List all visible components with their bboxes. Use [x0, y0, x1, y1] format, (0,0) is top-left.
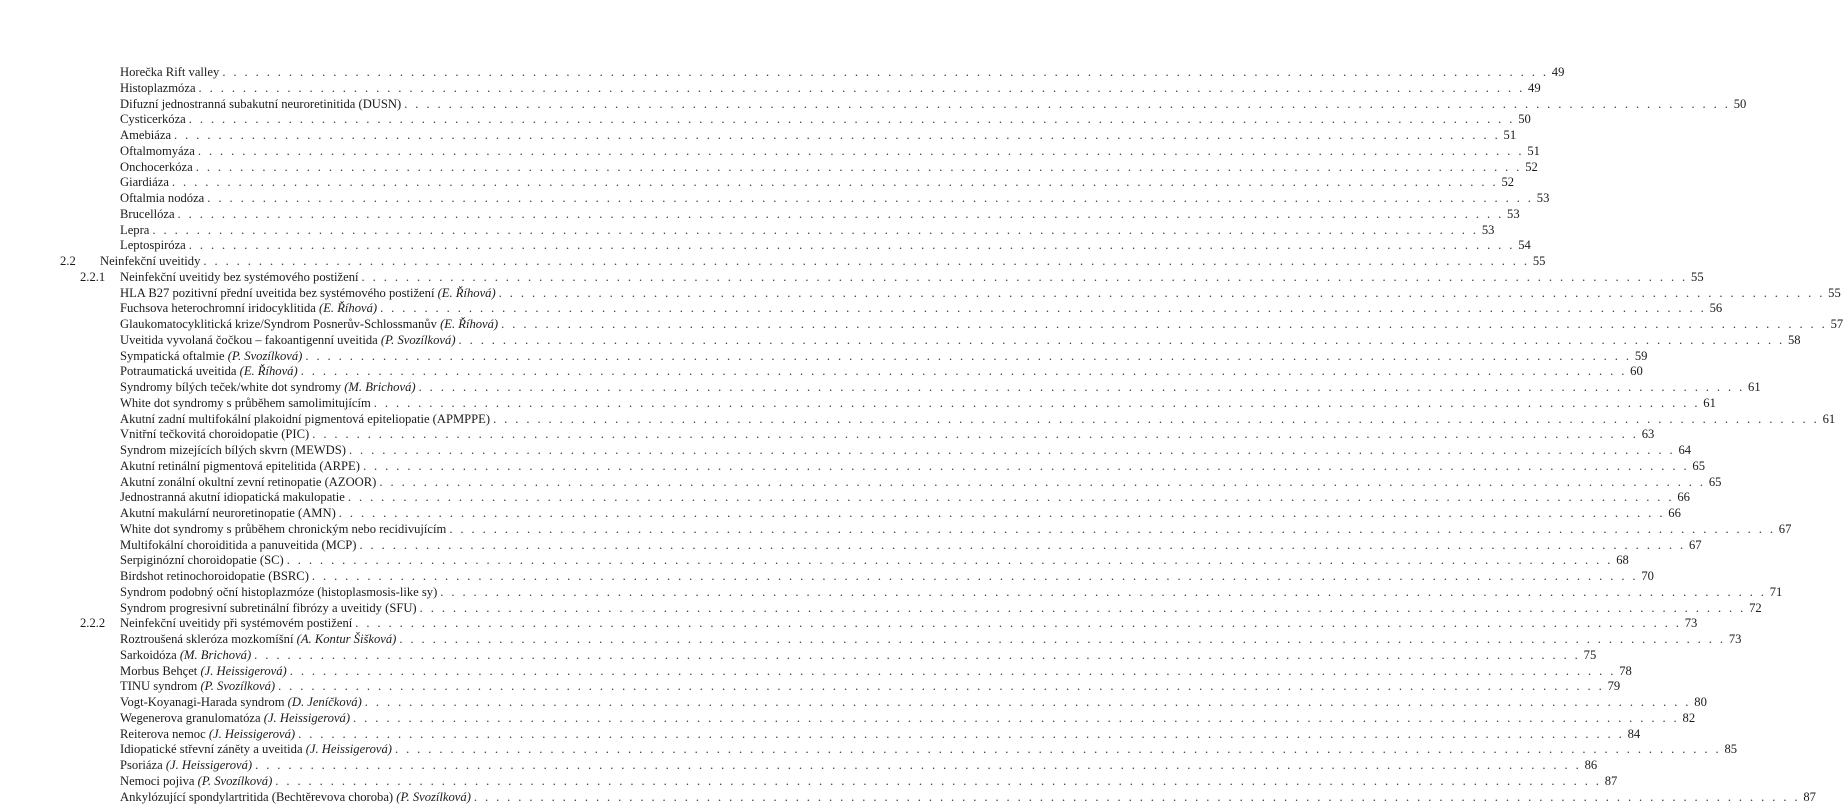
dot-leader: . . . . . . . . . . . . . . . . . . . . . . . . . . . . . . . . . . . . . . . . . . . . . . . . . . . . . . . . . . . . . . . . . . . . . . . . . . . . . . . . . . . . . . . . . . . . . . . . . . . . . . . . . . . . . . . . . . . . . . . . — [311, 569, 1638, 583]
toc-entry — [120, 647, 1597, 663]
toc-entry-page-number: 84 — [1627, 726, 1641, 741]
toc-entry-page-number: 55 — [1532, 254, 1546, 268]
toc-entry-title: Potraumatická uveitida — [120, 364, 237, 379]
dot-leader: . . . . . . . . . . . . . . . . . . . . . . . . . . . . . . . . . . . . . . . . . . . . . . . . . . . . . . . . . . . . . . . . . . . . . . . . . . . . . . . . . . . . . . . . . . . . . . . . . . . . . . . . . . . . . . . . . . . . . . . . — [305, 348, 1632, 363]
toc-entry — [120, 80, 1541, 96]
toc-entry — [60, 253, 1546, 269]
toc-entry-title-wrap — [120, 379, 416, 395]
toc-entry — [120, 316, 1843, 332]
toc-entry-title: Akutní makulární neuroretinopatie (AMN) — [120, 506, 336, 520]
toc-entry-page-number: 87 — [1803, 789, 1816, 804]
toc-entry-title-wrap — [120, 332, 456, 348]
toc-entry-page-number: 59 — [1634, 348, 1648, 363]
toc-entry-author: (E. Říhová) — [319, 301, 378, 316]
dot-leader: . . . . . . . . . . . . . . . . . . . . . . . . . . . . . . . . . . . . . . . . . . . . . . . . . . . . . . . . . . . . . . . . . . . . . . . . . . . . . . . . . . . . . . . . . . . . . . . . . . . . . . . . . . . . . . . . . . . . . . . . — [278, 679, 1605, 694]
toc-entry-page-number: 61 — [1703, 395, 1716, 410]
dot-leader: . . . . . . . . . . . . . . . . . . . . . . . . . . . . . . . . . . . . . . . . . . . . . . . . . . . . . . . . . . . . . . . . . . . . . . . . . . . . . . . . . . . . . . . . . . . . . . . . . . . . . . . . . . . . . . . . . . . . . . . . — [195, 159, 1522, 174]
dot-leader: . . . . . . . . . . . . . . . . . . . . . . . . . . . . . . . . . . . . . . . . . . . . . . . . . . . . . . . . . . . . . . . . . . . . . . . . . . . . . . . . . . . . . . . . . . . . . . . . . . . . . . . . . . . . . . . . . . . . . . . . — [338, 506, 1665, 520]
toc-entry — [120, 332, 1801, 348]
toc-entry-title-wrap — [120, 300, 377, 316]
toc-entry-page-number: 79 — [1607, 679, 1621, 694]
dot-leader: . . . . . . . . . . . . . . . . . . . . . . . . . . . . . . . . . . . . . . . . . . . . . . . . . . . . . . . . . . . . . . . . . . . . . . . . . . . . . . . . . . . . . . . . . . . . . . . . . . . . . . . . . . . . . . . . . . . . . . . . — [347, 490, 1674, 505]
toc-entry-title-wrap — [120, 663, 287, 679]
toc-entry-title-wrap — [120, 96, 401, 112]
toc-entry-title: Idiopatické střevní záněty a uveitida — [120, 742, 303, 757]
toc-entry-title-wrap — [120, 127, 171, 143]
toc-entry-title-wrap — [120, 64, 219, 80]
toc-entry-author: (D. Jeníčková) — [287, 695, 362, 709]
toc-entry-title: Lepra — [120, 222, 150, 237]
toc-entry-page-number: 71 — [1769, 584, 1783, 599]
toc-entry-title: Horečka Rift valley — [120, 65, 220, 79]
dot-leader: . . . . . . . . . . . . . . . . . . . . . . . . . . . . . . . . . . . . . . . . . . . . . . . . . . . . . . . . . . . . . . . . . . . . . . . . . . . . . . . . . . . . . . . . . . . . . . . . . . . . . . . . . . . . . . . . . . . . . . . . — [449, 521, 1776, 536]
toc-entry-page-number: 70 — [1641, 569, 1654, 583]
toc-entry-author: (P. Svozílková) — [200, 679, 276, 694]
toc-entry-author: (P. Svozílková) — [197, 773, 273, 788]
dot-leader: . . . . . . . . . . . . . . . . . . . . . . . . . . . . . . . . . . . . . . . . . . . . . . . . . . . . . . . . . . . . . . . . . . . . . . . . . . . . . . . . . . . . . . . . . . . . . . . . . . . . . . . . . . . . . . . . . . . . . . . . — [152, 222, 1479, 237]
toc-entry — [120, 174, 1515, 190]
toc-entry-title: Syndromy bílých teček/white dot syndromy — [120, 380, 342, 394]
toc-entry-page-number: 57 — [1830, 317, 1843, 331]
toc-entry-title: Brucellóza — [120, 206, 175, 221]
toc-entry-page-number: 82 — [1682, 710, 1696, 725]
dot-leader: . . . . . . . . . . . . . . . . . . . . . . . . . . . . . . . . . . . . . . . . . . . . . . . . . . . . . . . . . . . . . . . . . . . . . . . . . . . . . . . . . . . . . . . . . . . . . . . . . . . . . . . . . . . . . . . . . . . . . . . . — [188, 238, 1515, 253]
toc-entry-title-wrap — [120, 395, 371, 411]
toc-entry-author: (E. Říhová) — [440, 317, 499, 331]
toc-entry-page-number: 56 — [1709, 301, 1723, 316]
toc-entry-page-number: 61 — [1822, 411, 1836, 426]
toc-entry-title: Uveitida vyvolaná čočkou – fakoantigenní uveitida — [120, 332, 378, 347]
toc-entry-page-number: 72 — [1749, 600, 1762, 615]
toc-entry-page-number: 68 — [1616, 553, 1629, 568]
dot-leader: . . . . . . . . . . . . . . . . . . . . . . . . . . . . . . . . . . . . . . . . . . . . . . . . . . . . . . . . . . . . . . . . . . . . . . . . . . . . . . . . . . . . . . . . . . . . . . . . . . . . . . . . . . . . . . . . . . . . . . . . — [174, 128, 1501, 142]
toc-entry-title-wrap — [120, 143, 195, 159]
dot-leader: . . . . . . . . . . . . . . . . . . . . . . . . . . . . . . . . . . . . . . . . . . . . . . . . . . . . . . . . . . . . . . . . . . . . . . . . . . . . . . . . . . . . . . . . . . . . . . . . . . . . . . . . . . . . . . . . . . . . . . . . — [362, 458, 1690, 473]
toc-entry — [80, 269, 1704, 285]
toc-entry-title-wrap — [120, 647, 251, 663]
toc-entry-author: (J. Heissigerová) — [165, 758, 253, 772]
toc-entry-title: Multifokální choroiditida a panuveitida (MCP) — [120, 537, 357, 552]
toc-entry-page-number: 75 — [1583, 647, 1597, 662]
toc-entry-title: Oftalmia nodóza — [120, 191, 205, 205]
dot-leader: . . . . . . . . . . . . . . . . . . . . . . . . . . . . . . . . . . . . . . . . . . . . . . . . . . . . . . . . . . . . . . . . . . . . . . . . . . . . . . . . . . . . . . . . . . . . . . . . . . . . . . . . . . . . . . . . . . . . . . . . — [312, 427, 1639, 442]
toc-entry-title-wrap — [120, 222, 149, 238]
toc-entry — [120, 442, 1692, 458]
dot-leader: . . . . . . . . . . . . . . . . . . . . . . . . . . . . . . . . . . . . . . . . . . . . . . . . . . . . . . . . . . . . . . . . . . . . . . . . . . . . . . . . . . . . . . . . . . . . . . . . . . . . . . . . . . . . . . . . . . . . . . . . — [419, 600, 1746, 615]
toc-entry-page-number: 66 — [1677, 490, 1690, 505]
toc-entry-title-wrap — [120, 584, 437, 600]
dot-leader: . . . . . . . . . . . . . . . . . . . . . . . . . . . . . . . . . . . . . . . . . . . . . . . . . . . . . . . . . . . . . . . . . . . . . . . . . . . . . . . . . . . . . . . . . . . . . . . . . . . . . . . . . . . . . . . . . . . . . . . . — [254, 647, 1581, 662]
toc-entry-title: Neinfekční uveitidy bez systémového postižení — [120, 269, 359, 284]
toc-entry-title-wrap — [120, 505, 336, 521]
toc-entry-title-wrap — [120, 363, 298, 379]
toc-entry-page-number: 55 — [1828, 285, 1841, 300]
toc-entry-title: Serpiginózní choroidopatie (SC) — [120, 553, 284, 568]
toc-entry-title-wrap — [120, 552, 284, 568]
dot-leader: . . . . . . . . . . . . . . . . . . . . . . . . . . . . . . . . . . . . . . . . . . . . . . . . . . . . . . . . . . . . . . . . . . . . . . . . . . . . . . . . . . . . . . . . . . . . . . . . . . . . . . . . . . . . . . . . . . . . . . . . — [198, 80, 1525, 95]
toc-entry-page-number: 55 — [1691, 269, 1704, 284]
toc-entry-author: (J. Heissigerová) — [200, 663, 287, 678]
toc-entry — [120, 190, 1550, 206]
toc-entry-page-number: 53 — [1507, 206, 1520, 221]
toc-entry-title-wrap — [120, 442, 346, 458]
dot-leader: . . . . . . . . . . . . . . . . . . . . . . . . . . . . . . . . . . . . . . . . . . . . . . . . . . . . . . . . . . . . . . . . . . . . . . . . . . . . . . . . . . . . . . . . . . . . . . . . . . . . . . . . . . . . . . . . . . . . . . . . — [498, 285, 1825, 300]
dot-leader: . . . . . . . . . . . . . . . . . . . . . . . . . . . . . . . . . . . . . . . . . . . . . . . . . . . . . . . . . . . . . . . . . . . . . . . . . . . . . . . . . . . . . . . . . . . . . . . . . . . . . . . . . . . . . . . . . . . . . . . . — [275, 773, 1602, 788]
toc-entry — [120, 773, 1618, 789]
toc-entry-number: 2.2 — [60, 254, 76, 268]
toc-entry-title-wrap — [120, 80, 196, 96]
toc-entry-page-number: 50 — [1518, 112, 1531, 127]
toc-entry-title-wrap — [120, 615, 352, 631]
toc-entry-title-wrap — [120, 678, 275, 694]
toc-entry-page-number: 61 — [1748, 380, 1761, 394]
toc-entry-page-number: 63 — [1641, 427, 1655, 442]
toc-entry-title-wrap — [120, 568, 309, 584]
toc-entry-author: (J. Heissigerová) — [208, 726, 296, 741]
dot-leader: . . . . . . . . . . . . . . . . . . . . . . . . . . . . . . . . . . . . . . . . . . . . . . . . . . . . . . . . . . . . . . . . . . . . . . . . . . . . . . . . . . . . . . . . . . . . . . . . . . . . . . . . . . . . . . . . . . . . . . . . — [188, 112, 1515, 127]
toc-entry-title: Oftalmomyáza — [120, 143, 195, 158]
toc-entry-title: TINU syndrom — [120, 679, 198, 694]
toc-entry — [120, 458, 1706, 474]
toc-entry-title: Wegenerova granulomatóza — [120, 710, 261, 725]
toc-entry-page-number: 52 — [1525, 159, 1538, 174]
toc-entry-title: Sympatická oftalmie — [120, 348, 225, 363]
toc-entry — [120, 678, 1621, 694]
dot-leader: . . . . . . . . . . . . . . . . . . . . . . . . . . . . . . . . . . . . . . . . . . . . . . . . . . . . . . . . . . . . . . . . . . . . . . . . . . . . . . . . . . . . . . . . . . . . . . . . . . . . . . . . . . . . . . . . . . . . . . . . — [222, 65, 1549, 79]
toc-entry-title-wrap — [120, 726, 295, 742]
toc-entry — [120, 521, 1792, 537]
toc-entry-title-wrap — [120, 285, 496, 301]
toc-entry-title: Syndrom podobný oční histoplazmóze (histoplasmosis-like sy) — [120, 584, 438, 599]
toc-entry-author: (J. Heissigerová) — [305, 742, 392, 757]
toc-entry-title-wrap — [120, 159, 193, 175]
toc-entry-title-wrap — [120, 741, 392, 757]
dot-leader: . . . . . . . . . . . . . . . . . . . . . . . . . . . . . . . . . . . . . . . . . . . . . . . . . . . . . . . . . . . . . . . . . . . . . . . . . . . . . . . . . . . . . . . . . . . . . . . . . . . . . . . . . . . . . . . . . . . . . . . . — [458, 332, 1785, 347]
dot-leader: . . . . . . . . . . . . . . . . . . . . . . . . . . . . . . . . . . . . . . . . . . . . . . . . . . . . . . . . . . . . . . . . . . . . . . . . . . . . . . . . . . . . . . . . . . . . . . . . . . . . . . . . . . . . . . . . . . . . . . . . — [177, 206, 1504, 221]
toc-entry-title-wrap — [120, 757, 252, 773]
toc-entry-author: (P. Svozílková) — [227, 348, 303, 363]
toc-entry-title: Neinfekční uveitidy — [100, 254, 201, 268]
toc-entry-title: Cysticerkóza — [120, 112, 186, 127]
toc-entry — [120, 663, 1632, 679]
toc-entry-title-wrap — [120, 773, 272, 789]
dot-leader: . . . . . . . . . . . . . . . . . . . . . . . . . . . . . . . . . . . . . . . . . . . . . . . . . . . . . . . . . . . . . . . . . . . . . . . . . . . . . . . . . . . . . . . . . . . . . . . . . . . . . . . . . . . . . . . . . . . . . . . . — [171, 175, 1499, 190]
dot-leader: . . . . . . . . . . . . . . . . . . . . . . . . . . . . . . . . . . . . . . . . . . . . . . . . . . . . . . . . . . . . . . . . . . . . . . . . . . . . . . . . . . . . . . . . . . . . . . . . . . . . . . . . . . . . . . . . . . . . . . . . — [380, 301, 1707, 316]
toc-entry-title-wrap — [120, 174, 169, 190]
dot-leader: . . . . . . . . . . . . . . . . . . . . . . . . . . . . . . . . . . . . . . . . . . . . . . . . . . . . . . . . . . . . . . . . . . . . . . . . . . . . . . . . . . . . . . . . . . . . . . . . . . . . . . . . . . . . . . . . . . . . . . . . — [379, 474, 1706, 489]
toc-entry-title: Amebiáza — [120, 128, 172, 142]
dot-leader: . . . . . . . . . . . . . . . . . . . . . . . . . . . . . . . . . . . . . . . . . . . . . . . . . . . . . . . . . . . . . . . . . . . . . . . . . . . . . . . . . . . . . . . . . . . . . . . . . . . . . . . . . . . . . . . . . . . . . . . . — [289, 663, 1616, 678]
toc-entry-page-number: 73 — [1728, 632, 1742, 646]
toc-entry-page-number: 65 — [1692, 458, 1706, 473]
toc-entry-title-wrap — [120, 237, 186, 253]
toc-entry — [120, 222, 1495, 238]
toc-entry-title: Birdshot retinochoroidopatie (BSRC) — [120, 569, 309, 583]
toc-entry — [120, 757, 1598, 773]
toc-entry-page-number: 53 — [1536, 191, 1550, 205]
toc-entry-title-wrap — [120, 458, 360, 474]
toc-entry-page-number: 64 — [1678, 443, 1692, 457]
toc-entry — [120, 64, 1565, 80]
dot-leader: . . . . . . . . . . . . . . . . . . . . . . . . . . . . . . . . . . . . . . . . . . . . . . . . . . . . . . . . . . . . . . . . . . . . . . . . . . . . . . . . . . . . . . . . . . . . . . . . . . . . . . . . . . . . . . . . . . . . . . . . — [473, 789, 1800, 804]
toc-entry-page-number: 58 — [1788, 332, 1801, 347]
toc-entry — [120, 741, 1738, 757]
toc-entry — [120, 552, 1629, 568]
toc-entry — [120, 789, 1816, 805]
toc-entry-author: (P. Svozílková) — [396, 789, 471, 804]
toc-entry-title: Nemoci pojiva — [120, 773, 195, 788]
toc-entry-author: (E. Říhová) — [437, 285, 496, 300]
dot-leader: . . . . . . . . . . . . . . . . . . . . . . . . . . . . . . . . . . . . . . . . . . . . . . . . . . . . . . . . . . . . . . . . . . . . . . . . . . . . . . . . . . . . . . . . . . . . . . . . . . . . . . . . . . . . . . . . . . . . . . . . — [404, 96, 1731, 111]
toc-entry-title: Syndrom mizejících bílých skvrn (MEWDS) — [120, 443, 346, 457]
toc-entry-title-wrap — [120, 521, 446, 537]
toc-entry-page-number: 49 — [1528, 80, 1541, 95]
toc-entry — [120, 726, 1641, 742]
toc-entry-title: Sarkoidóza — [120, 647, 177, 662]
toc-entry — [120, 206, 1520, 222]
toc-entry-page-number: 51 — [1503, 128, 1517, 142]
toc-entry — [120, 285, 1841, 301]
toc-entry-title-wrap — [120, 190, 204, 206]
toc-entry-title-wrap — [120, 206, 175, 222]
dot-leader: . . . . . . . . . . . . . . . . . . . . . . . . . . . . . . . . . . . . . . . . . . . . . . . . . . . . . . . . . . . . . . . . . . . . . . . . . . . . . . . . . . . . . . . . . . . . . . . . . . . . . . . . . . . . . . . . . . . . . . . . — [364, 695, 1691, 709]
toc-entry-title: Akutní retinální pigmentová epitelitida (ARPE) — [120, 458, 360, 473]
toc-entry-author: (E. Říhová) — [239, 364, 298, 379]
toc-entry — [120, 395, 1716, 411]
toc-entry-page-number: 65 — [1708, 474, 1722, 489]
toc-entry-title: Vogt-Koyanagi-Harada syndrom — [120, 695, 285, 709]
toc-entry-title: White dot syndromy s průběhem chronickým nebo recidivujícím — [120, 521, 447, 536]
toc-entry-title: Akutní zadní multifokální plakoidní pigmentová epiteliopatie (APMPPE) — [120, 411, 491, 426]
toc-entry-title: HLA B27 pozitivní přední uveitida bez systémového postižení — [120, 285, 435, 300]
toc-entry — [120, 489, 1690, 505]
toc-entry-number: 2.2.1 — [80, 269, 106, 284]
dot-leader: . . . . . . . . . . . . . . . . . . . . . . . . . . . . . . . . . . . . . . . . . . . . . . . . . . . . . . . . . . . . . . . . . . . . . . . . . . . . . . . . . . . . . . . . . . . . . . . . . . . . . . . . . . . . . . . . . . . . . . . . — [207, 191, 1534, 205]
toc-entry — [120, 411, 1836, 427]
toc-entry-title: Giardiáza — [120, 175, 169, 190]
toc-entry-title: Difuzní jednostranná subakutní neuroretinitida (DUSN) — [120, 96, 402, 111]
toc-entry-page-number: 73 — [1684, 616, 1698, 631]
dot-leader: . . . . . . . . . . . . . . . . . . . . . . . . . . . . . . . . . . . . . . . . . . . . . . . . . . . . . . . . . . . . . . . . . . . . . . . . . . . . . . . . . . . . . . . . . . . . . . . . . . . . . . . . . . . . . . . . . . . . . . . . — [298, 726, 1625, 741]
toc-entry-page-number: 85 — [1724, 742, 1738, 757]
toc-entry — [120, 96, 1747, 112]
toc-entry-title-wrap — [120, 537, 356, 553]
toc-entry-title: Jednostranná akutní idiopatická makulopatie — [120, 490, 345, 505]
toc-entry — [120, 600, 1762, 616]
toc-entry-page-number: 60 — [1630, 364, 1643, 379]
toc-entry-title: White dot syndromy s průběhem samolimitujícím — [120, 395, 371, 410]
toc-entry-title-wrap — [120, 710, 350, 726]
toc-entry-title: Akutní zonální okultní zevní retinopatie (AZOOR) — [120, 474, 377, 489]
dot-leader: . . . . . . . . . . . . . . . . . . . . . . . . . . . . . . . . . . . . . . . . . . . . . . . . . . . . . . . . . . . . . . . . . . . . . . . . . . . . . . . . . . . . . . . . . . . . . . . . . . . . . . . . . . . . . . . . . . . . . . . . — [255, 758, 1582, 772]
toc-entry — [120, 348, 1648, 364]
toc-entry-title-wrap — [120, 694, 362, 710]
toc-entry-title: Vnitřní tečkovitá choroidopatie (PIC) — [120, 427, 310, 442]
toc-entry-title-wrap — [120, 631, 396, 647]
dot-leader: . . . . . . . . . . . . . . . . . . . . . . . . . . . . . . . . . . . . . . . . . . . . . . . . . . . . . . . . . . . . . . . . . . . . . . . . . . . . . . . . . . . . . . . . . . . . . . . . . . . . . . . . . . . . . . . . . . . . . . . . — [353, 710, 1680, 725]
toc-entry-title: Histoplazmóza — [120, 80, 196, 95]
toc-entry-page-number: 86 — [1584, 758, 1598, 772]
toc-entry — [120, 379, 1761, 395]
dot-leader: . . . . . . . . . . . . . . . . . . . . . . . . . . . . . . . . . . . . . . . . . . . . . . . . . . . . . . . . . . . . . . . . . . . . . . . . . . . . . . . . . . . . . . . . . . . . . . . . . . . . . . . . . . . . . . . . . . . . . . . . — [493, 411, 1820, 426]
dot-leader: . . . . . . . . . . . . . . . . . . . . . . . . . . . . . . . . . . . . . . . . . . . . . . . . . . . . . . . . . . . . . . . . . . . . . . . . . . . . . . . . . . . . . . . . . . . . . . . . . . . . . . . . . . . . . . . . . . . . . . . . — [399, 632, 1726, 646]
toc-entry-title-wrap — [120, 411, 490, 427]
toc-entry — [120, 505, 1681, 521]
toc-entry-number: 2.2.2 — [80, 616, 106, 631]
toc-entry — [120, 143, 1540, 159]
dot-leader: . . . . . . . . . . . . . . . . . . . . . . . . . . . . . . . . . . . . . . . . . . . . . . . . . . . . . . . . . . . . . . . . . . . . . . . . . . . . . . . . . . . . . . . . . . . . . . . . . . . . . . . . . . . . . . . . . . . . . . . . — [373, 395, 1700, 410]
toc-entry-title-wrap — [120, 348, 302, 364]
toc-entry-page-number: 87 — [1604, 773, 1618, 788]
toc-entry-title: Psoriáza — [120, 758, 163, 772]
toc-entry-title: Glaukomatocyklitická krize/Syndrom Posnerův-Schlossmanův — [120, 317, 437, 331]
toc-entry — [120, 584, 1783, 600]
toc-entry-title-wrap — [120, 489, 345, 505]
toc-entry-title: Leptospiróza — [120, 238, 186, 253]
toc-entry-title-wrap — [120, 269, 359, 285]
toc-entry-title-wrap — [100, 253, 200, 269]
toc-entry-author: (P. Svozílková) — [380, 332, 456, 347]
dot-leader: . . . . . . . . . . . . . . . . . . . . . . . . . . . . . . . . . . . . . . . . . . . . . . . . . . . . . . . . . . . . . . . . . . . . . . . . . . . . . . . . . . . . . . . . . . . . . . . . . . . . . . . . . . . . . . . . . . . . . . . . — [355, 616, 1682, 631]
toc-entry-page-number: 54 — [1518, 238, 1531, 253]
toc-entry — [120, 127, 1517, 143]
dot-leader: . . . . . . . . . . . . . . . . . . . . . . . . . . . . . . . . . . . . . . . . . . . . . . . . . . . . . . . . . . . . . . . . . . . . . . . . . . . . . . . . . . . . . . . . . . . . . . . . . . . . . . . . . . . . . . . . . . . . . . . . — [501, 317, 1828, 331]
toc-entry — [80, 615, 1698, 631]
toc-entry-title: Fuchsova heterochromní iridocyklitida — [120, 301, 316, 316]
toc-entry-title: Ankylózující spondylartritida (Bechtěrevova choroba) — [120, 789, 394, 804]
toc-entry-title-wrap — [120, 426, 309, 442]
toc-entry-title: Roztroušená skleróza mozkomíšní — [120, 632, 294, 646]
toc-entry-title-wrap — [120, 789, 471, 805]
dot-leader: . . . . . . . . . . . . . . . . . . . . . . . . . . . . . . . . . . . . . . . . . . . . . . . . . . . . . . . . . . . . . . . . . . . . . . . . . . . . . . . . . . . . . . . . . . . . . . . . . . . . . . . . . . . . . . . . . . . . . . . . — [359, 537, 1686, 552]
toc-entry-page-number: 51 — [1527, 143, 1540, 158]
dot-leader: . . . . . . . . . . . . . . . . . . . . . . . . . . . . . . . . . . . . . . . . . . . . . . . . . . . . . . . . . . . . . . . . . . . . . . . . . . . . . . . . . . . . . . . . . . . . . . . . . . . . . . . . . . . . . . . . . . . . . . . . — [394, 742, 1722, 757]
toc-entry-page-number: 52 — [1501, 175, 1515, 190]
toc-entry-page-number: 50 — [1733, 96, 1747, 111]
toc-entry — [120, 474, 1722, 490]
toc-entry — [120, 426, 1655, 442]
toc-entry — [120, 537, 1702, 553]
toc-entry — [120, 710, 1696, 726]
toc-entry-title-wrap — [120, 600, 417, 616]
toc-entry-page-number: 53 — [1481, 222, 1495, 237]
toc-entry-author: (J. Heissigerová) — [263, 710, 351, 725]
toc-entry-title: Reiterova nemoc — [120, 726, 206, 741]
toc-entry — [120, 159, 1538, 175]
toc-entry-author: (A. Kontur Šišková) — [296, 632, 397, 646]
toc-entry — [120, 237, 1531, 253]
dot-leader: . . . . . . . . . . . . . . . . . . . . . . . . . . . . . . . . . . . . . . . . . . . . . . . . . . . . . . . . . . . . . . . . . . . . . . . . . . . . . . . . . . . . . . . . . . . . . . . . . . . . . . . . . . . . . . . . . . . . . . . . — [418, 380, 1745, 394]
toc-entry-title: Neinfekční uveitidy při systémovém postižení — [120, 616, 353, 631]
toc-entry-page-number: 49 — [1551, 65, 1565, 79]
toc-entry-page-number: 67 — [1778, 521, 1792, 536]
toc-entry-author: (M. Brichová) — [179, 647, 252, 662]
toc-entry — [120, 631, 1742, 647]
dot-leader: . . . . . . . . . . . . . . . . . . . . . . . . . . . . . . . . . . . . . . . . . . . . . . . . . . . . . . . . . . . . . . . . . . . . . . . . . . . . . . . . . . . . . . . . . . . . . . . . . . . . . . . . . . . . . . . . . . . . . . . . — [348, 443, 1676, 457]
dot-leader: . . . . . . . . . . . . . . . . . . . . . . . . . . . . . . . . . . . . . . . . . . . . . . . . . . . . . . . . . . . . . . . . . . . . . . . . . . . . . . . . . . . . . . . . . . . . . . . . . . . . . . . . . . . . . . . . . . . . . . . . — [197, 143, 1524, 158]
toc-entry — [120, 363, 1643, 379]
toc-entry-page-number: 80 — [1694, 695, 1707, 709]
toc-entry — [120, 694, 1707, 710]
dot-leader: . . . . . . . . . . . . . . . . . . . . . . . . . . . . . . . . . . . . . . . . . . . . . . . . . . . . . . . . . . . . . . . . . . . . . . . . . . . . . . . . . . . . . . . . . . . . . . . . . . . . . . . . . . . . . . . . . . . . . . . . — [300, 364, 1627, 379]
toc-entry-title-wrap — [120, 111, 186, 127]
toc-entry-page-number: 67 — [1688, 537, 1702, 552]
dot-leader: . . . . . . . . . . . . . . . . . . . . . . . . . . . . . . . . . . . . . . . . . . . . . . . . . . . . . . . . . . . . . . . . . . . . . . . . . . . . . . . . . . . . . . . . . . . . . . . . . . . . . . . . . . . . . . . . . . . . . . . . — [361, 269, 1688, 284]
toc-entry-title: Onchocerkóza — [120, 159, 193, 174]
toc-entry-author: (M. Brichová) — [344, 380, 416, 394]
toc-entry-page-number: 78 — [1619, 663, 1632, 678]
toc-entry — [120, 111, 1531, 127]
toc-entry-title-wrap — [120, 316, 498, 332]
toc-entry-page-number: 66 — [1668, 506, 1681, 520]
toc-entry-title-wrap — [120, 474, 376, 490]
toc-entry-title: Morbus Behçet — [120, 663, 198, 678]
toc-entry — [120, 300, 1723, 316]
dot-leader: . . . . . . . . . . . . . . . . . . . . . . . . . . . . . . . . . . . . . . . . . . . . . . . . . . . . . . . . . . . . . . . . . . . . . . . . . . . . . . . . . . . . . . . . . . . . . . . . . . . . . . . . . . . . . . . . . . . . . . . . — [440, 584, 1767, 599]
dot-leader: . . . . . . . . . . . . . . . . . . . . . . . . . . . . . . . . . . . . . . . . . . . . . . . . . . . . . . . . . . . . . . . . . . . . . . . . . . . . . . . . . . . . . . . . . . . . . . . . . . . . . . . . . . . . . . . . . . . . . . . . — [203, 254, 1530, 268]
toc-entry-title: Syndrom progresivní subretinální fibrózy a uveitidy (SFU) — [120, 600, 417, 615]
toc-entry — [120, 568, 1654, 584]
dot-leader: . . . . . . . . . . . . . . . . . . . . . . . . . . . . . . . . . . . . . . . . . . . . . . . . . . . . . . . . . . . . . . . . . . . . . . . . . . . . . . . . . . . . . . . . . . . . . . . . . . . . . . . . . . . . . . . . . . . . . . . . — [286, 553, 1613, 568]
